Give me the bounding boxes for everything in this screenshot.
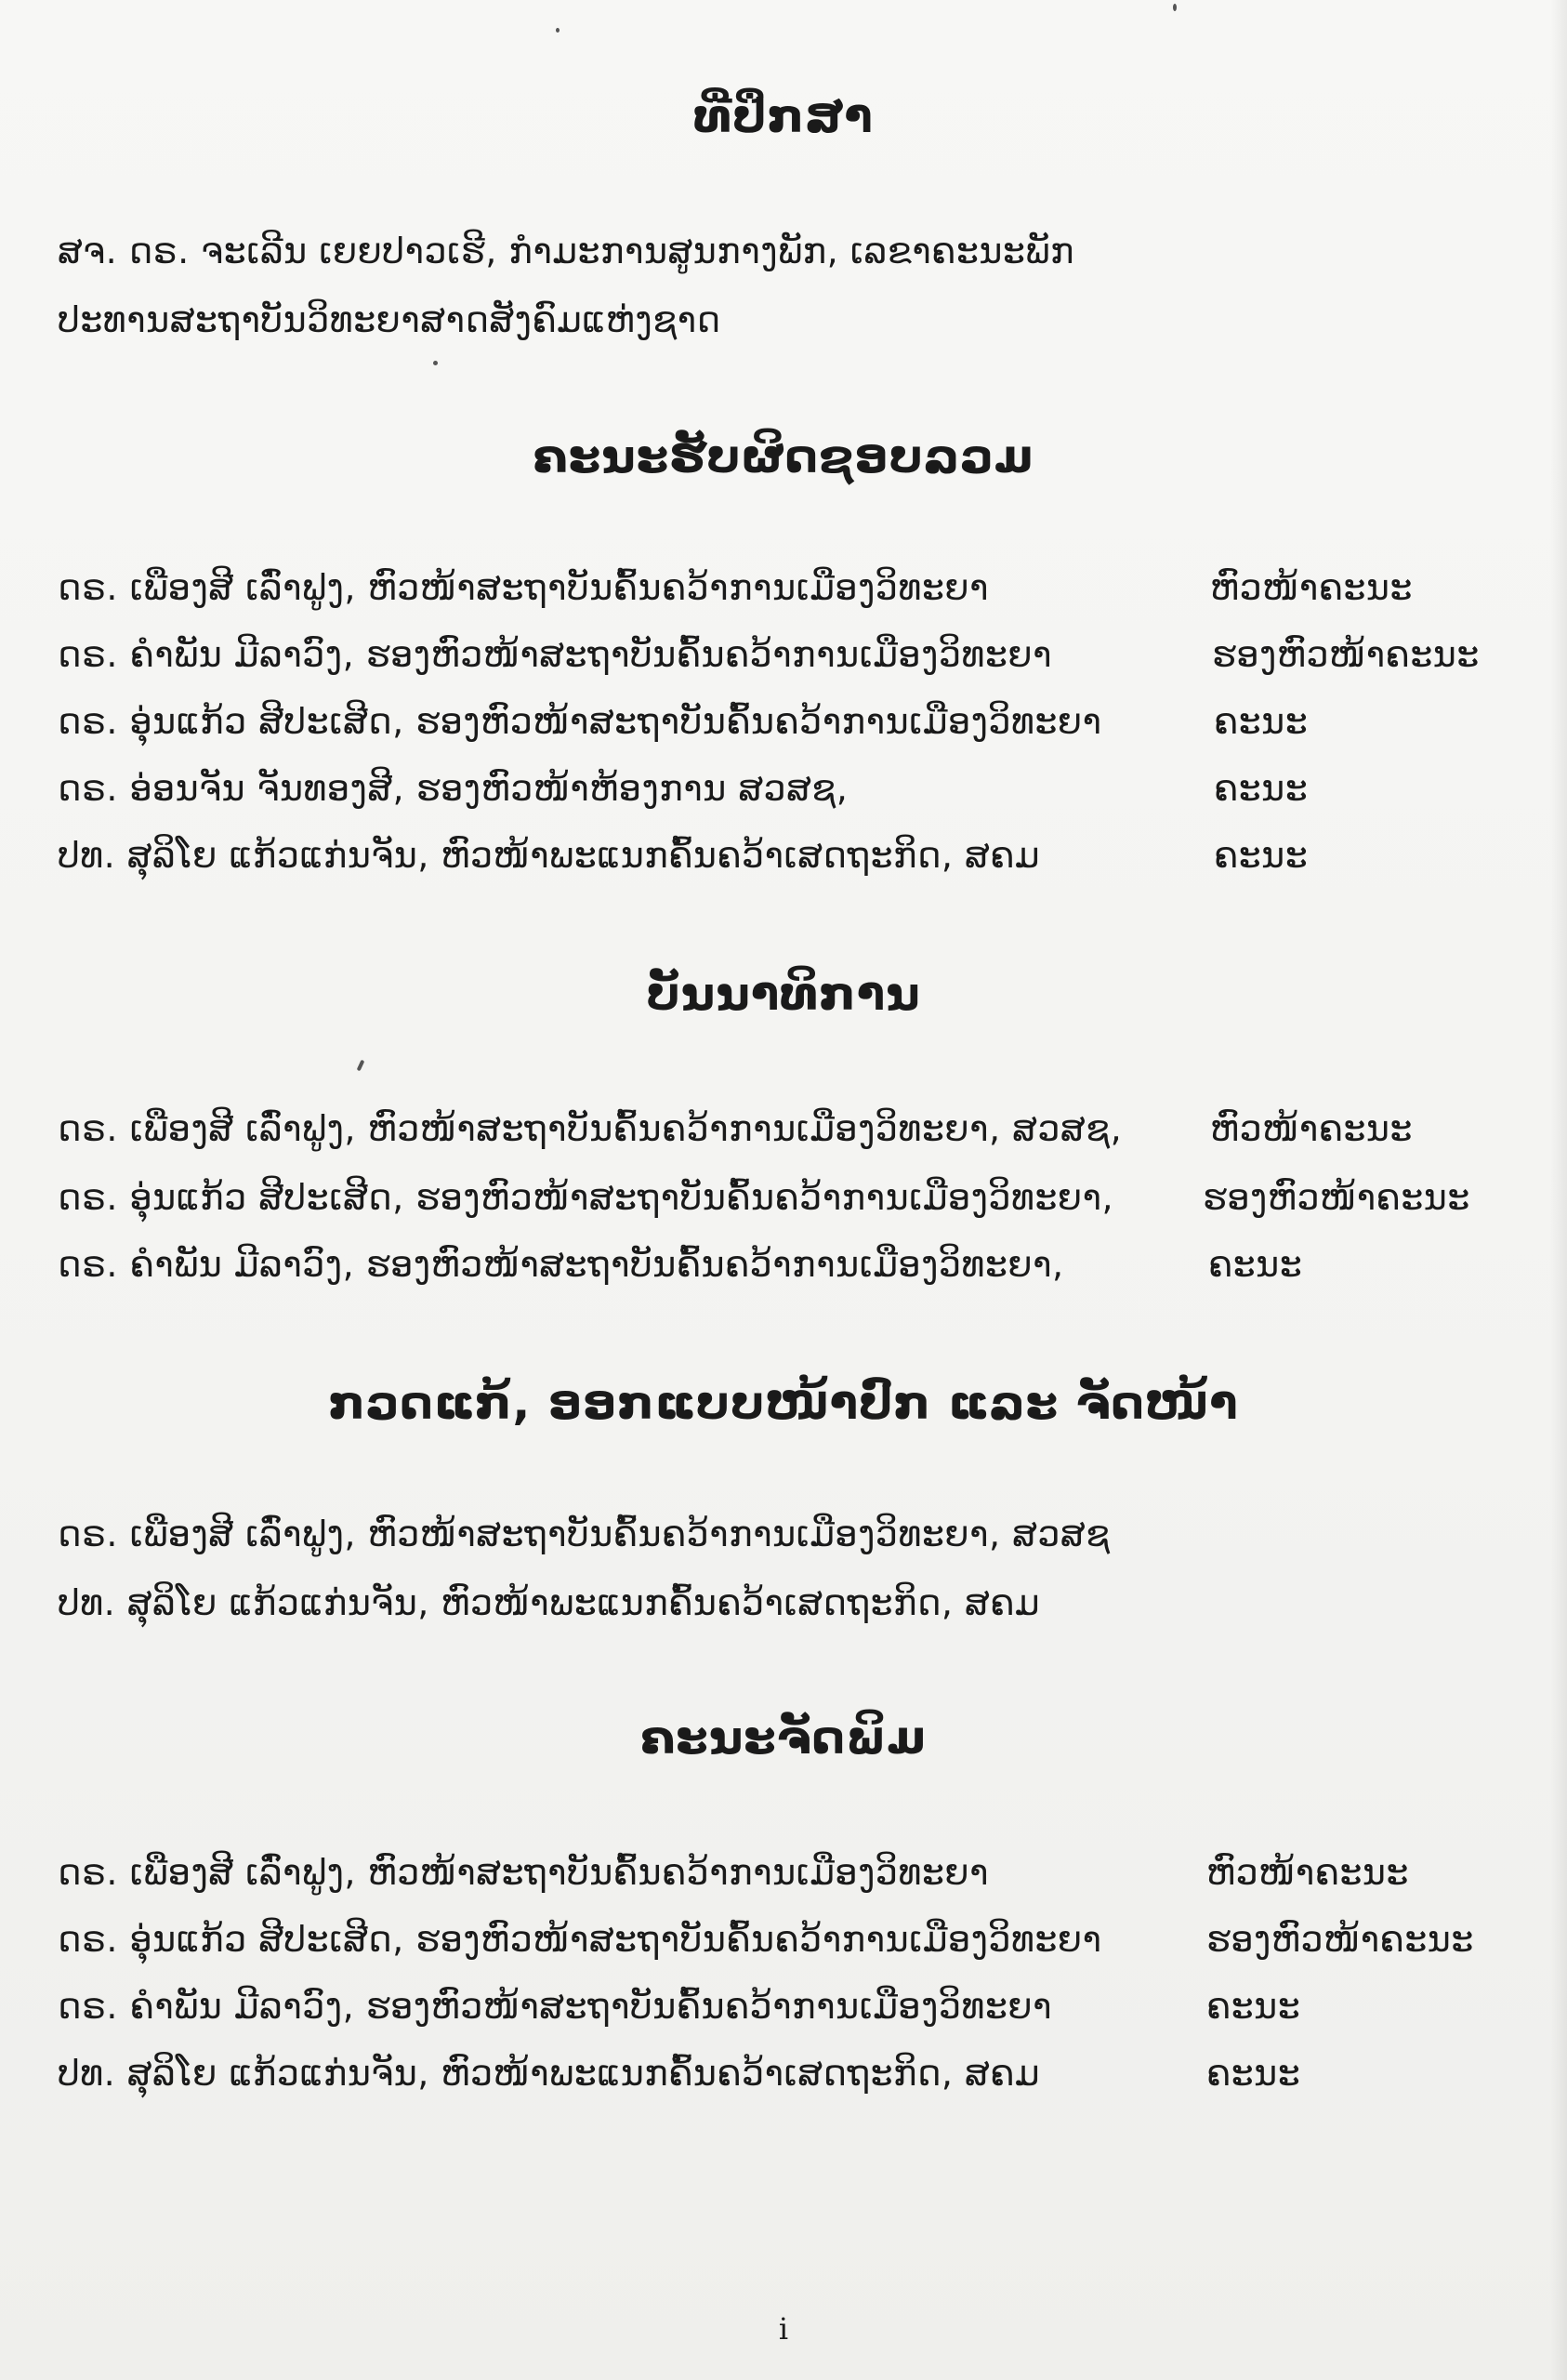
member-role: ຮອງຫົວໜ້າຄະນະ [1203, 1177, 1470, 1218]
member-name: ດຣ. ເພືອງສີ ເລົ່າຟູງ, ຫົວໜ້າສະຖາບັນຄົ້ນຄວ້າການເມືອງວິທະຍາ [58, 1852, 989, 1893]
printing-row [58, 2053, 1508, 2109]
member-name: ດຣ. ອ່ອນຈັນ ຈັນທອງສີ, ຮອງຫົວໜ້າຫ້ອງການ ສວສຊ, [58, 768, 849, 809]
member-name: ປທ. ສຸລິໂຍ ແກ້ວແກ່ນຈັນ, ຫົວໜ້າພະແນກຄົ້ນຄວ້າເສດຖະກິດ, ສຄມ [58, 2053, 1041, 2094]
member-name: ປທ. ສຸລິໂຍ ແກ້ວແກ່ນຈັນ, ຫົວໜ້າພະແນກຄົ້ນຄວ້າເສດຖະກິດ, ສຄມ [58, 835, 1041, 876]
proofreading-heading: ກວດແກ້, ອອກແບບໜ້າປົກ ແລະ ຈັດໜ້າ [328, 1376, 1239, 1430]
scan-speck [556, 28, 560, 33]
member-role: ຫົວໜ້າຄະນະ [1210, 567, 1413, 608]
scan-speck [357, 1060, 365, 1072]
member-role: ຄະນະ [1208, 1244, 1303, 1285]
member-name: ດຣ. ອຸ່ນແກ້ວ ສີປະເສີດ, ຮອງຫົວໜ້າສະຖາບັນຄົ້ນຄວ້າການເມືອງວິທະຍາ [58, 1919, 1102, 1960]
editorial-row [58, 1177, 1508, 1233]
responsible-committee-row [58, 835, 1508, 891]
member-name: ດຣ. ເພືອງສີ ເລົ່າຟູງ, ຫົວໜ້າສະຖາບັນຄົ້ນຄວ້າການເມືອງວິທະຍາ [58, 567, 989, 608]
editorial-row [58, 1108, 1508, 1164]
printing-heading: ຄະນະຈັດພິມ [639, 1711, 928, 1765]
responsible-committee-row [58, 701, 1508, 757]
member-name: ດຣ. ຄໍາພັນ ມີລາວົງ, ຮອງຫົວໜ້າສະຖາບັນຄົ້ນຄວ້າການເມືອງວິທະຍາ, [58, 1244, 1064, 1285]
member-role: ຄະນະ [1206, 2053, 1301, 2094]
responsible-committee-row [58, 634, 1508, 690]
advisor-line-1: ສຈ. ດຣ. ຈະເລີນ ເຍຍປາວເຮີ, ກໍາມະການສູນກາງພັກ, ເລຂາຄະນະພັກ [58, 231, 1074, 271]
proofreading-line-2: ປທ. ສຸລິໂຍ ແກ້ວແກ່ນຈັນ, ຫົວໜ້າພະແນກຄົ້ນຄວ້າເສດຖະກິດ, ສຄມ [58, 1582, 1041, 1623]
editorial-heading: ບັນນາທິການ [646, 967, 921, 1021]
printing-row [58, 1986, 1508, 2042]
member-name: ດຣ. ອຸ່ນແກ້ວ ສີປະເສີດ, ຮອງຫົວໜ້າສະຖາບັນຄົ້ນຄວ້າການເມືອງວິທະຍາ, [58, 1177, 1114, 1218]
member-role: ຄະນະ [1206, 1986, 1301, 2027]
printing-row [58, 1852, 1508, 1908]
member-role: ຄະນະ [1214, 768, 1309, 809]
editorial-row [58, 1244, 1508, 1300]
member-role: ຄະນະ [1214, 701, 1309, 742]
responsible-committee-row [58, 768, 1508, 824]
responsible-committee-heading: ຄະນະຮັບຜິດຊອບລວມ [533, 430, 1034, 483]
printing-row [58, 1919, 1508, 1975]
member-role: ຄະນະ [1214, 835, 1309, 876]
member-role: ຫົວໜ້າຄະນະ [1210, 1108, 1413, 1149]
member-role: ຮອງຫົວໜ້າຄະນະ [1206, 1919, 1474, 1960]
member-role: ຫົວໜ້າຄະນະ [1206, 1852, 1409, 1893]
advisor-heading: ທີ່ປຶກສາ [693, 89, 874, 143]
responsible-committee-row [58, 567, 1508, 623]
member-name: ດຣ. ຄໍາພັນ ມີລາວົງ, ຮອງຫົວໜ້າສະຖາບັນຄົ້ນຄວ້າການເມືອງວິທະຍາ [58, 1986, 1053, 2027]
advisor-line-2: ປະທານສະຖາບັນວິທະຍາສາດສັງຄົມແຫ່ງຊາດ [58, 299, 721, 340]
scan-speck [1173, 4, 1177, 11]
member-role: ຮອງຫົວໜ້າຄະນະ [1212, 634, 1480, 675]
page-number: i [778, 2311, 789, 2347]
member-name: ດຣ. ເພືອງສີ ເລົ່າຟູງ, ຫົວໜ້າສະຖາບັນຄົ້ນຄວ້າການເມືອງວິທະຍາ, ສວສຊ, [58, 1108, 1123, 1149]
proofreading-line-1: ດຣ. ເພືອງສີ ເລົ່າຟູງ, ຫົວໜ້າສະຖາບັນຄົ້ນຄວ້າການເມືອງວິທະຍາ, ສວສຊ [58, 1514, 1111, 1554]
page-edge-shadow [1550, 0, 1567, 2380]
member-name: ດຣ. ອຸ່ນແກ້ວ ສີປະເສີດ, ຮອງຫົວໜ້າສະຖາບັນຄົ້ນຄວ້າການເມືອງວິທະຍາ [58, 701, 1102, 742]
member-name: ດຣ. ຄໍາພັນ ມີລາວົງ, ຮອງຫົວໜ້າສະຖາບັນຄົ້ນຄວ້າການເມືອງວິທະຍາ [58, 634, 1053, 675]
scan-speck [433, 361, 438, 365]
